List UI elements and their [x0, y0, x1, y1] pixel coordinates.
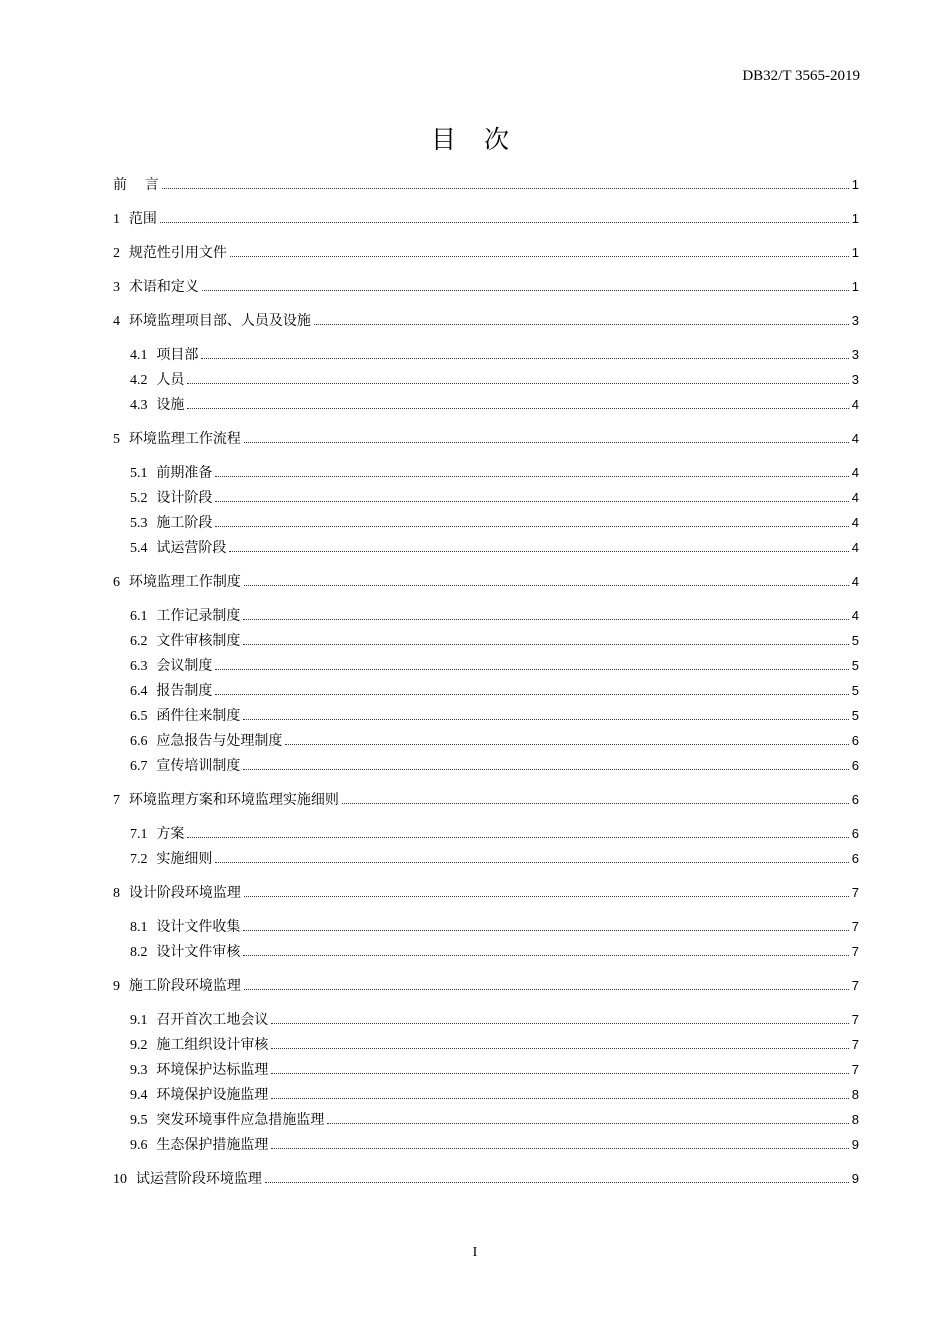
number-spacer	[148, 393, 157, 418]
toc-entry-label: 设计阶段环境监理	[128, 885, 241, 901]
toc-entry-number: 3	[113, 280, 120, 295]
toc-entry-label: 召开首次工地会议	[156, 1012, 269, 1028]
toc-entry-page: 3	[851, 347, 859, 362]
toc-list	[113, 172, 859, 1191]
toc-entry-label: 突发环境事件应急措施监理	[156, 1112, 325, 1128]
toc-entry-page: 1	[851, 211, 859, 226]
toc-entry-label: 方案	[156, 826, 185, 842]
toc-leader-dots	[215, 693, 848, 695]
toc-subentry[interactable]	[113, 628, 859, 653]
toc-subentry[interactable]	[113, 939, 859, 964]
toc-entry-page: 4	[851, 608, 859, 623]
toc-entry-label: 报告制度	[156, 683, 213, 699]
toc-subentry[interactable]	[113, 678, 859, 703]
toc-entry-page: 5	[851, 633, 859, 648]
toc-leader-dots	[265, 1181, 849, 1183]
toc-entry-label: 应急报告与处理制度	[156, 733, 283, 749]
toc-entry-page: 8	[851, 1112, 859, 1127]
toc-entry-number: 9.5	[130, 1113, 148, 1128]
toc-entry-page: 4	[851, 574, 859, 589]
toc-entry-label: 实施细则	[156, 851, 213, 867]
toc-entry-label: 设计文件收集	[156, 919, 241, 935]
toc-entry-number: 6.2	[130, 634, 148, 649]
toc-entry-label: 设计阶段	[156, 490, 213, 506]
toc-entry-page: 3	[851, 313, 859, 328]
toc-entry-page: 4	[851, 490, 859, 505]
toc-entry-page: 4	[851, 465, 859, 480]
toc-entry-number: 8.1	[130, 920, 148, 935]
toc-entry-page: 1	[851, 245, 859, 260]
toc-entry-label: 环境监理方案和环境监理实施细则	[128, 792, 339, 808]
toc-leader-dots	[271, 1147, 848, 1149]
toc-leader-dots	[201, 357, 848, 359]
toc-entry-number: 6.4	[130, 684, 148, 699]
toc-subentry[interactable]	[113, 367, 859, 392]
toc-entry[interactable]	[113, 308, 859, 333]
number-spacer	[148, 915, 157, 940]
toc-entry-number: 5.2	[130, 491, 148, 506]
toc-entry-number: 5.3	[130, 516, 148, 531]
toc-leader-dots	[215, 475, 848, 477]
toc-leader-dots	[202, 289, 849, 291]
toc-entry-page: 4	[851, 540, 859, 555]
toc-subentry[interactable]	[113, 846, 859, 871]
toc-leader-dots	[271, 1022, 848, 1024]
number-spacer	[148, 1133, 157, 1158]
toc-entry-number: 7.1	[130, 827, 148, 842]
number-spacer	[148, 1058, 157, 1083]
number-spacer	[148, 654, 157, 679]
toc-entry-number: 1	[113, 212, 120, 227]
toc-subentry[interactable]	[113, 821, 859, 846]
number-spacer	[148, 1108, 157, 1133]
toc-leader-dots	[271, 1047, 848, 1049]
toc-entry[interactable]	[113, 274, 859, 299]
toc-entry-number: 5.4	[130, 541, 148, 556]
toc-entry-page: 5	[851, 658, 859, 673]
number-spacer	[148, 729, 157, 754]
toc-entry-page: 5	[851, 708, 859, 723]
toc-subentry[interactable]	[113, 392, 859, 417]
toc-entry-label: 设计文件审核	[156, 944, 241, 960]
toc-leader-dots	[243, 643, 848, 645]
toc-entry-number: 6	[113, 575, 120, 590]
toc-subentry[interactable]	[113, 485, 859, 510]
toc-entry-page: 7	[851, 978, 859, 993]
toc-entry-label: 术语和定义	[128, 279, 199, 295]
number-spacer	[120, 241, 129, 266]
toc-leader-dots	[244, 988, 849, 990]
toc-leader-dots	[244, 441, 849, 443]
toc-entry-number: 9	[113, 979, 120, 994]
number-spacer	[120, 881, 129, 906]
toc-entry-page: 7	[851, 1037, 859, 1052]
toc-entry-number: 6.3	[130, 659, 148, 674]
toc-subentry[interactable]	[113, 603, 859, 628]
toc-entry-page: 4	[851, 397, 859, 412]
toc-entry-number: 4.1	[130, 348, 148, 363]
toc-entry-label: 宣传培训制度	[156, 758, 241, 774]
number-spacer	[148, 536, 157, 561]
toc-subentry[interactable]	[113, 1032, 859, 1057]
toc-leader-dots	[271, 1097, 848, 1099]
toc-leader-dots	[215, 861, 848, 863]
toc-entry-number: 4.3	[130, 398, 148, 413]
toc-entry-number: 9.6	[130, 1138, 148, 1153]
toc-entry-page: 7	[851, 919, 859, 934]
number-spacer	[120, 275, 129, 300]
toc-entry-number: 9.2	[130, 1038, 148, 1053]
toc-entry-page: 7	[851, 1012, 859, 1027]
toc-subentry[interactable]	[113, 703, 859, 728]
toc-entry-number: 7.2	[130, 852, 148, 867]
toc-entry-number: 6.1	[130, 609, 148, 624]
toc-leader-dots	[243, 768, 848, 770]
toc-subentry[interactable]	[113, 460, 859, 485]
toc-entry-page: 6	[851, 851, 859, 866]
number-spacer	[148, 847, 157, 872]
toc-leader-dots	[243, 929, 848, 931]
toc-entry-label: 生态保护措施监理	[156, 1137, 269, 1153]
toc-entry-label: 施工阶段环境监理	[128, 978, 241, 994]
number-spacer	[148, 679, 157, 704]
number-spacer	[148, 1083, 157, 1108]
toc-entry[interactable]	[113, 240, 859, 265]
toc-entry-label: 试运营阶段	[156, 540, 227, 556]
toc-subentry[interactable]	[113, 1007, 859, 1032]
number-spacer	[148, 704, 157, 729]
number-spacer	[120, 427, 129, 452]
toc-entry-label: 环境监理工作流程	[128, 431, 241, 447]
toc-leader-dots	[187, 407, 848, 409]
number-spacer	[148, 604, 157, 629]
toc-entry-label: 环境监理工作制度	[128, 574, 241, 590]
toc-entry-page: 3	[851, 372, 859, 387]
toc-leader-dots	[243, 618, 848, 620]
toc-leader-dots	[243, 718, 848, 720]
toc-leader-dots	[342, 802, 849, 804]
toc-entry-page: 4	[851, 515, 859, 530]
toc-entry-page: 6	[851, 733, 859, 748]
toc-subentry[interactable]	[113, 342, 859, 367]
toc-entry-number: 7	[113, 793, 120, 808]
toc-entry[interactable]	[113, 426, 859, 451]
toc-entry-label: 施工组织设计审核	[156, 1037, 269, 1053]
toc-entry-page: 6	[851, 792, 859, 807]
toc-subentry[interactable]	[113, 753, 859, 778]
toc-entry-number: 8	[113, 886, 120, 901]
toc-entry[interactable]	[113, 172, 859, 197]
toc-entry[interactable]	[113, 787, 859, 812]
toc-leader-dots	[187, 382, 848, 384]
number-spacer	[148, 368, 157, 393]
number-spacer	[148, 461, 157, 486]
number-spacer	[120, 207, 129, 232]
toc-entry[interactable]	[113, 569, 859, 594]
toc-entry-page: 8	[851, 1087, 859, 1102]
toc-subentry[interactable]	[113, 510, 859, 535]
toc-entry[interactable]	[113, 1166, 859, 1191]
toc-entry-label: 人员	[156, 372, 185, 388]
toc-leader-dots	[162, 187, 849, 189]
number-spacer	[148, 511, 157, 536]
doc-id: DB32/T 3565-2019	[742, 68, 860, 84]
toc-entry-number: 6.7	[130, 759, 148, 774]
toc-entry-page: 9	[851, 1171, 859, 1186]
toc-entry-number: 5	[113, 432, 120, 447]
number-spacer	[148, 486, 157, 511]
toc-entry[interactable]	[113, 206, 859, 231]
toc-entry-number: 10	[113, 1172, 127, 1187]
toc-entry-page: 1	[851, 279, 859, 294]
toc-entry-label: 环境保护设施监理	[156, 1087, 269, 1103]
toc-leader-dots	[215, 525, 848, 527]
toc-title: 目 次	[431, 125, 519, 154]
toc-entry-label: 文件审核制度	[156, 633, 241, 649]
number-spacer	[148, 629, 157, 654]
toc-entry-number: 9.4	[130, 1088, 148, 1103]
number-spacer	[120, 309, 129, 334]
number-spacer	[120, 974, 129, 999]
toc-leader-dots	[243, 954, 848, 956]
toc-entry-number: 6.5	[130, 709, 148, 724]
toc-entry-number: 9.3	[130, 1063, 148, 1078]
toc-subentry[interactable]	[113, 728, 859, 753]
number-spacer	[127, 1167, 136, 1192]
toc-leader-dots	[229, 550, 848, 552]
toc-entry-label: 施工阶段	[156, 515, 213, 531]
toc-entry-page: 4	[851, 431, 859, 446]
toc-entry-page: 6	[851, 826, 859, 841]
number-spacer	[148, 1008, 157, 1033]
toc-entry-label: 会议制度	[156, 658, 213, 674]
toc-entry-label: 试运营阶段环境监理	[135, 1171, 262, 1187]
toc-entry-label: 环境监理项目部、人员及设施	[128, 313, 311, 329]
toc-subentry[interactable]	[113, 914, 859, 939]
toc-leader-dots	[215, 500, 848, 502]
toc-entry-page: 7	[851, 885, 859, 900]
toc-entry[interactable]	[113, 880, 859, 905]
number-spacer	[148, 1033, 157, 1058]
toc-leader-dots	[271, 1072, 848, 1074]
toc-entry-page: 7	[851, 1062, 859, 1077]
toc-entry-label: 前 言	[113, 177, 159, 193]
toc-subentry[interactable]	[113, 1057, 859, 1082]
toc-entry-label: 项目部	[156, 347, 199, 363]
number-spacer	[120, 788, 129, 813]
number-spacer	[120, 570, 129, 595]
toc-subentry[interactable]	[113, 1082, 859, 1107]
toc-subentry[interactable]	[113, 535, 859, 560]
toc-entry-page: 9	[851, 1137, 859, 1152]
toc-entry-label: 工作记录制度	[156, 608, 241, 624]
toc-leader-dots	[244, 895, 849, 897]
number-spacer	[148, 343, 157, 368]
toc-subentry[interactable]	[113, 1107, 859, 1132]
toc-subentry[interactable]	[113, 653, 859, 678]
toc-leader-dots	[160, 221, 849, 223]
toc-entry-page: 5	[851, 683, 859, 698]
toc-entry-number: 4	[113, 314, 120, 329]
toc-entry-page: 6	[851, 758, 859, 773]
toc-leader-dots	[230, 255, 849, 257]
toc-entry-label: 环境保护达标监理	[156, 1062, 269, 1078]
toc-leader-dots	[244, 584, 849, 586]
toc-entry-page: 7	[851, 944, 859, 959]
toc-leader-dots	[285, 743, 848, 745]
toc-leader-dots	[327, 1122, 848, 1124]
toc-entry-number: 8.2	[130, 945, 148, 960]
toc-entry-number: 6.6	[130, 734, 148, 749]
toc-leader-dots	[215, 668, 848, 670]
toc-leader-dots	[314, 323, 849, 325]
toc-entry-number: 2	[113, 246, 120, 261]
footer-page-number: I	[472, 1245, 478, 1260]
toc-leader-dots	[187, 836, 848, 838]
number-spacer	[148, 822, 157, 847]
toc-entry-label: 前期准备	[156, 465, 213, 481]
number-spacer	[148, 754, 157, 779]
toc-entry-number: 4.2	[130, 373, 148, 388]
number-spacer	[148, 940, 157, 965]
toc-entry-number: 9.1	[130, 1013, 148, 1028]
toc-subentry[interactable]	[113, 1132, 859, 1157]
toc-entry-label: 设施	[156, 397, 185, 413]
toc-entry-page: 1	[851, 177, 859, 192]
toc-entry[interactable]	[113, 973, 859, 998]
toc-entry-label: 函件往来制度	[156, 708, 241, 724]
toc-entry-label: 规范性引用文件	[128, 245, 227, 261]
toc-entry-label: 范围	[128, 211, 157, 227]
toc-entry-number: 5.1	[130, 466, 148, 481]
